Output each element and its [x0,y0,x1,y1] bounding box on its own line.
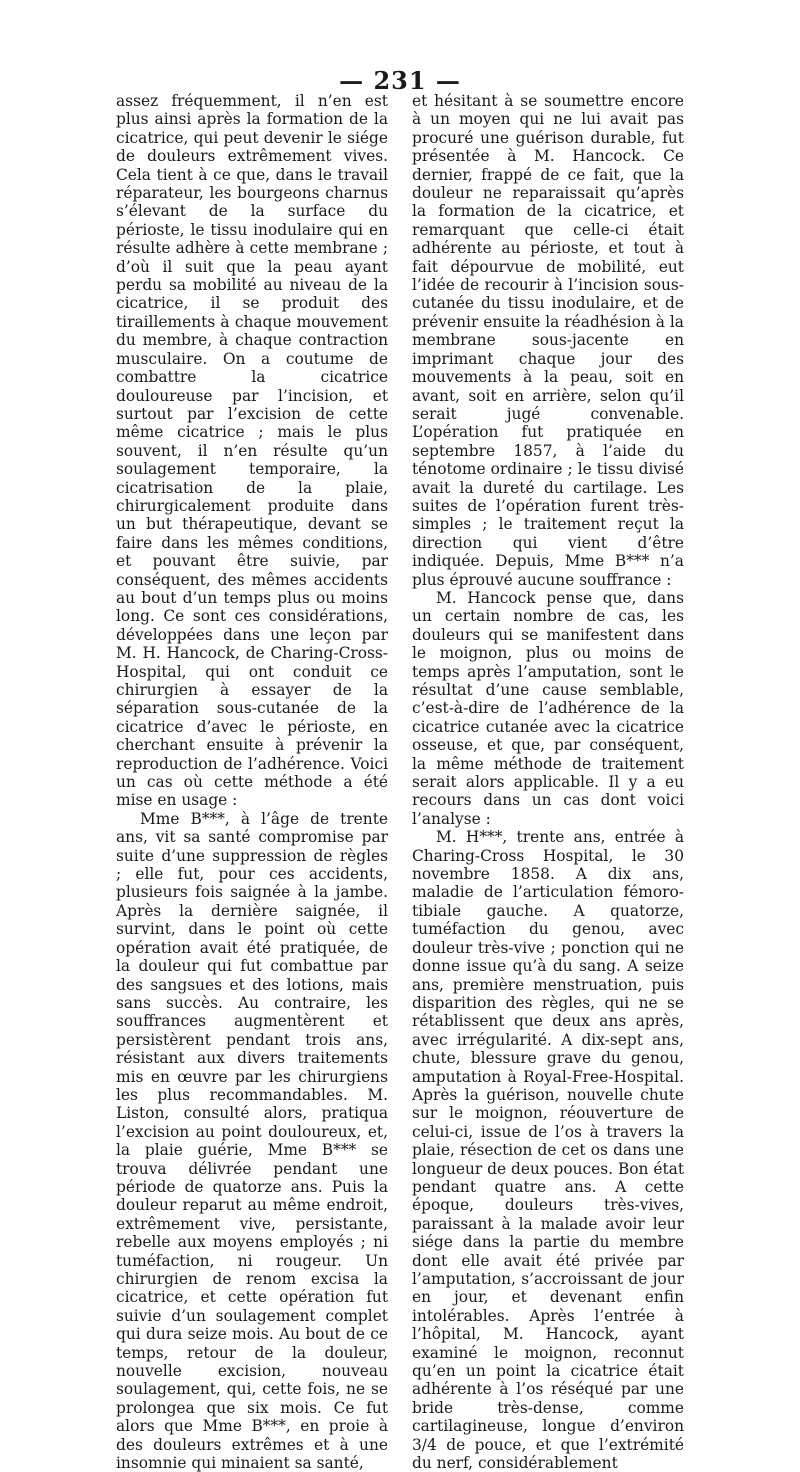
paragraph: et hésitant à se soumettre encore à un moyen qui ne lui avait pas procuré une guérison durable, fut présentée à M. Hancock. Ce dernier, frappé de ce fait, que la douleur ne reparaissait qu’après la formation de la cicatrice, et remarquant que celle-ci était adhérente au périoste, et tout à fait dépourvue de mobilité, eut l’idée de recourir à l’incision sous-cutanée du tissu inodulaire, et de prévenir ensuite la réadhésion à la membrane sous-jacente en imprimant chaque jour des mouvements à la peau, soit en avant, soit en arrière, selon qu’il serait jugé convenable. L’opération fut pratiquée en septembre 1857, à l’aide du ténotome ordinaire ; le tissu divisé avait la dureté du cartilage. Les suites de l’opération furent très-simples ; le traitement reçut la direction qui vient d’être indiquée. Depuis, Mme B*** n’a plus éprouvé aucune souffrance : [412,92,684,589]
paragraph: assez fréquemment, il n’en est plus ainsi après la formation de la cicatrice, qui peut devenir le siége de douleurs extrêmement vives. Cela tient à ce que, dans le travail réparateur, les bourgeons charnus s’élevant de la surface du périoste, le tissu inodulaire qui en résulte adhère à cette membrane ; d’où il suit que la peau ayant perdu sa mobilité au niveau de la cicatrice, il se produit des tiraillements à chaque mouvement du membre, à chaque contraction musculaire. On a coutume de combattre la cicatrice douloureuse par l’incision, et surtout par l’excision de cette même cicatrice ; mais le plus souvent, il n’en résulte qu’un soulagement temporaire, la cicatrisation de la plaie, chirurgicalement produite dans un but thérapeutique, devant se faire dans les mêmes conditions, et pouvant être suivie, par conséquent, des mêmes accidents au bout d’un temps plus ou moins long. Ce sont ces considérations, développées dans une leçon par M. H. Hancock, de Charing-Cross-Hospital, qui ont conduit ce chirurgien à essayer de la séparation sous-cutanée de la cicatrice d’avec le périoste, en cherchant ensuite à prévenir la reproduction de l’adhérence. Voici un cas où cette méthode a été mise en usage : [116,92,388,810]
page-number: — 231 — [339,66,461,95]
paragraph: M. H***, trente ans, entrée à Charing-Cross Hospital, le 30 novembre 1858. A dix ans, maladie de l’articulation fémoro-tibiale gauche. A quatorze, tuméfaction du genou, avec douleur très-vive ; ponction qui ne donne issue qu’à du sang. A seize ans, première menstruation, puis disparition des règles, qui ne se rétablissent que deux ans après, avec irrégularité. A dix-sept ans, chute, blessure grave du genou, amputation à Royal-Free-Hospital. Après la guérison, nouvelle chute sur le moignon, réouverture de celui-ci, issue de l’os à travers la plaie, résection de cet os dans une longueur de deux pouces. Bon état pendant quatre ans. A cette époque, douleurs très-vives, paraissant à la malade avoir leur siége dans la partie du membre dont elle avait été privée par l’amputation, s’accroissant de jour en jour, et devenant enfin intolérables. Après l’entrée à l’hôpital, M. Hancock, ayant examiné le moignon, reconnut qu’en un point la cicatrice était adhérente à l’os réséqué par une bride très-dense, comme cartilagineuse, longue d’environ 3/4 de pouce, et que l’extrémité du nerf, considérablement [412,828,684,1472]
right-column [412,92,684,1472]
paragraph: Mme B***, à l’âge de trente ans, vit sa santé compromise par suite d’une suppression de règles ; elle fut, pour ces accidents, plusieurs fois saignée à la jambe. Après la dernière saignée, il survint, dans le point où cette opération avait été pratiquée, de la douleur qui fut combattue par des sangsues et des lotions, mais sans succès. Au contraire, les souffrances augmentèrent et persistèrent pendant trois ans, résistant aux divers traitements mis en œuvre par les chirurgiens les plus recommandables. M. Liston, consulté alors, pratiqua l’excision au point douloureux, et, la plaie guérie, Mme B*** se trouva délivrée pendant une période de quatorze ans. Puis la douleur reparut au même endroit, extrêmement vive, persistante, rebelle aux moyens employés ; ni tuméfaction, ni rougeur. Un chirurgien de renom excisa la cicatrice, et cette opération fut suivie d’un soulagement complet qui dura seize mois. Au bout de ce temps, retour de la douleur, nouvelle excision, nouveau soulagement, qui, cette fois, ne se prolongea que six mois. Ce fut alors que Mme B***, en proie à des douleurs extrêmes et à une insomnie qui minaient sa santé, [116,809,388,1472]
left-column [116,92,388,1472]
paragraph: M. Hancock pense que, dans un certain nombre de cas, les douleurs qui se manifestent dans le moignon, plus ou moins de temps après l’amputation, sont le résultat d’une cause semblable, c’est-à-dire de l’adhérence de la cicatrice cutanée avec la cicatrice osseuse, et que, par conséquent, la même méthode de traitement serait alors applicable. Il y a eu recours dans un cas dont voici l’analyse : [412,588,684,828]
